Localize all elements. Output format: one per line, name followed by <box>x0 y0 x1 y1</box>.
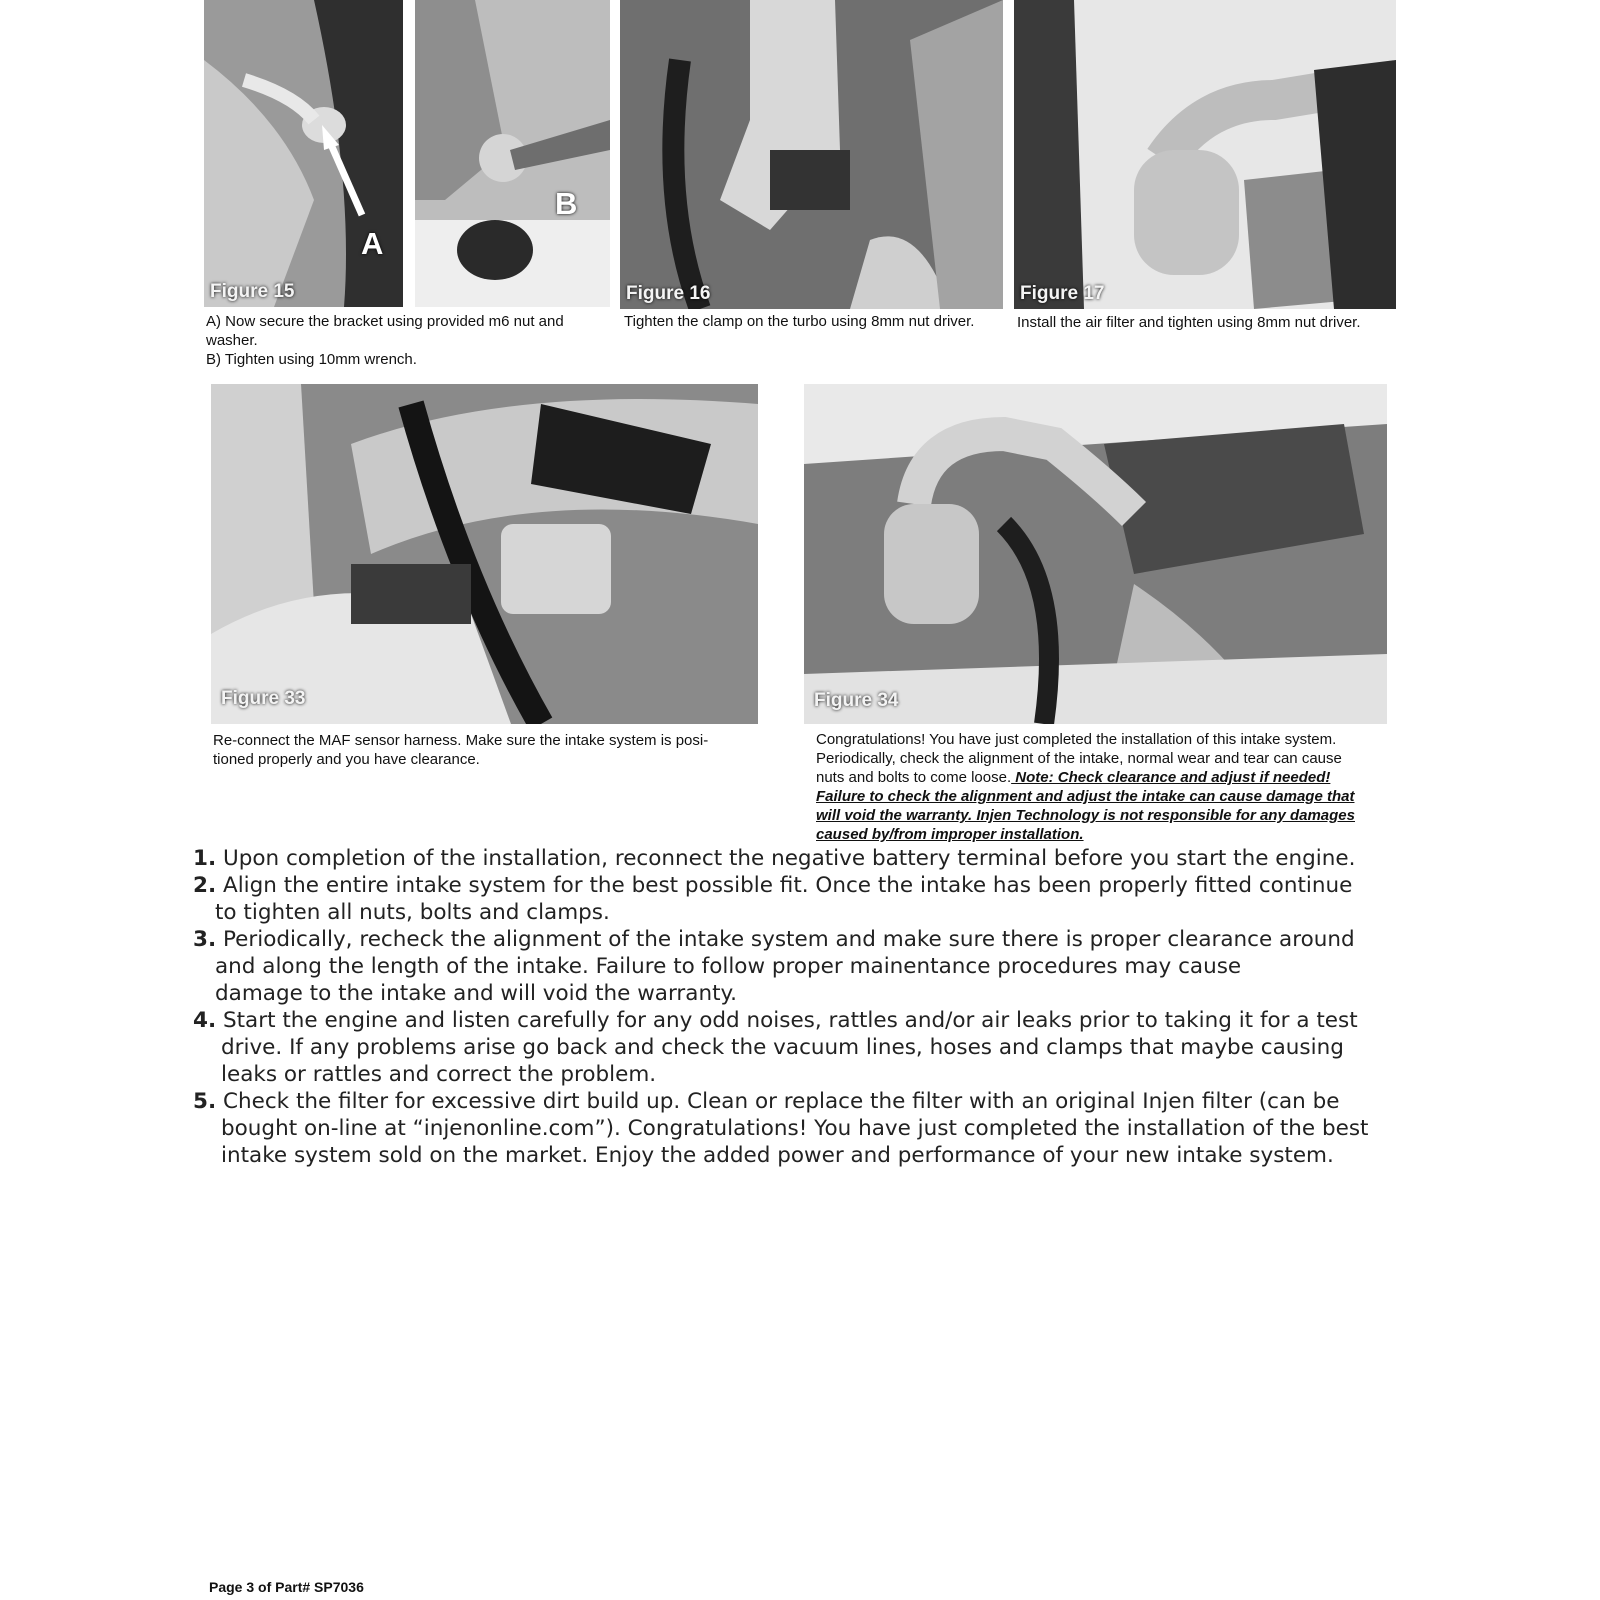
figure-34-caption-line <box>816 768 1406 787</box>
step-1 <box>193 845 1413 872</box>
warranty-warning: will void the warranty. Injen Technology is not responsible for any damages <box>816 807 1355 824</box>
step-5 <box>193 1088 1413 1169</box>
figure-16-caption: Tighten the clamp on the turbo using 8mm nut driver. <box>624 313 975 330</box>
warranty-warning: Failure to check the alignment and adjust the intake can cause damage that <box>816 788 1355 805</box>
page-footer: Page 3 of Part# SP7036 <box>209 1579 364 1595</box>
clearance-note: Note: Check clearance and adjust if needed! <box>1011 769 1331 786</box>
step-text: bought on-line at “injenonline.com”). Congratulations! You have just completed the installation of the best <box>221 1116 1369 1141</box>
figure-33-photo <box>211 384 758 724</box>
figure-15-caption-line: B) Tighten using 10mm wrench. <box>206 351 417 368</box>
figure-15a-photo <box>204 0 403 307</box>
figure-34-caption-text: nuts and bolts to come loose. <box>816 769 1012 786</box>
figure-34-caption-line: Congratulations! You have just completed the installation of this intake system. <box>816 731 1337 748</box>
step-4 <box>193 1007 1413 1088</box>
figure-16-label: Figure 16 <box>626 283 711 304</box>
step-text: damage to the intake and will void the warranty. <box>215 981 737 1006</box>
step-text: Periodically, recheck the alignment of the intake system and make sure there is proper clearance around <box>222 927 1355 952</box>
figure-17-caption: Install the air filter and tighten using 8mm nut driver. <box>1017 314 1361 331</box>
figure-33-caption-line: Re-connect the MAF sensor harness. Make sure the intake system is posi- <box>213 732 709 749</box>
figure-33-caption <box>213 731 763 769</box>
figure-33-label: Figure 33 <box>221 688 306 709</box>
step-text: intake system sold on the market. Enjoy the added power and performance of your new intake system. <box>221 1143 1334 1168</box>
step-text: Align the entire intake system for the best possible fit. Once the intake has been properly fitted continue <box>222 873 1353 898</box>
figure-34-caption-line: Periodically, check the alignment of the intake, normal wear and tear can cause <box>816 750 1342 767</box>
step-text: leaks or rattles and correct the problem. <box>221 1062 657 1087</box>
figure-15-caption-line: washer. <box>206 332 258 349</box>
step-number: 3. <box>193 927 217 952</box>
step-text: drive. If any problems arise go back and check the vacuum lines, hoses and clamps that maybe causing <box>221 1035 1344 1060</box>
callout-b: B <box>555 186 578 221</box>
step-number: 5. <box>193 1089 217 1114</box>
figure-34-photo <box>804 384 1387 724</box>
step-2 <box>193 872 1413 926</box>
figure-15-label: Figure 15 <box>210 281 295 302</box>
step-number: 2. <box>193 873 217 898</box>
step-text: Upon completion of the installation, reconnect the negative battery terminal before you start the engine. <box>222 846 1356 871</box>
step-text: to tighten all nuts, bolts and clamps. <box>215 900 610 925</box>
step-3 <box>193 926 1413 1007</box>
figure-17-label: Figure 17 <box>1020 283 1105 304</box>
step-text: and along the length of the intake. Failure to follow proper mainentance procedures may cause <box>215 954 1242 979</box>
figure-15-caption <box>206 312 606 369</box>
figure-33-caption-line: tioned properly and you have clearance. <box>213 751 480 768</box>
figure-15-caption-line: A) Now secure the bracket using provided m6 nut and <box>206 313 564 330</box>
step-text: Check the filter for excessive dirt build up. Clean or replace the filter with an original Injen filter (can be <box>222 1089 1340 1114</box>
figure-15b-photo <box>415 0 610 307</box>
step-number: 1. <box>193 846 217 871</box>
callout-a: A <box>361 226 384 261</box>
step-text: Start the engine and listen carefully for any odd noises, rattles and/or air leaks prior to taking it for a test <box>222 1008 1358 1033</box>
warranty-warning: caused by/from improper installation. <box>816 826 1084 843</box>
completion-steps <box>193 845 1413 1169</box>
step-number: 4. <box>193 1008 217 1033</box>
figure-17-photo <box>1014 0 1396 309</box>
figure-34-label: Figure 34 <box>814 690 899 711</box>
figure-34-caption <box>816 730 1406 844</box>
figure-16-photo <box>620 0 1003 309</box>
